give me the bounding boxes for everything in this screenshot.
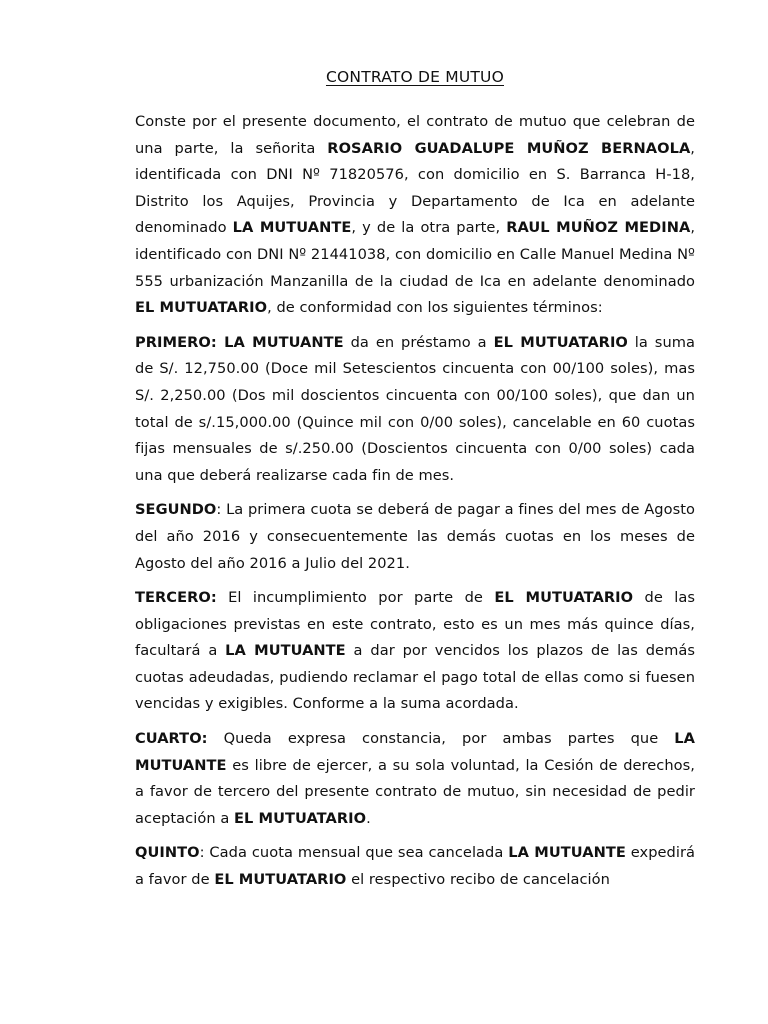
intro-party-mutuante-name: ROSARIO GUADALUPE MUÑOZ BERNAOLA [327,139,691,157]
clause-tercero-mutuatario: EL MUTUATARIO [494,589,634,607]
clause-tercero [135,585,695,718]
paragraph-gap [135,322,695,330]
clause-segundo-label: SEGUNDO [135,501,217,519]
clause-quinto-text-1: : Cada cuota mensual que sea cancelada [199,844,509,862]
clause-cuarto-text-1: Queda expresa constancia, por ambas partes que [207,730,675,748]
intro-text-4: , identificado con DNI Nº 21441038, con domicilio en Calle Manuel Medina Nº 555 urbanización Manzanilla de la ciudad de Ica en adelante denominado [135,219,696,290]
intro-text-5: , de conformidad con los siguientes términos: [267,299,603,317]
clause-quinto [135,840,695,893]
clause-tercero-label: TERCERO: [135,589,217,607]
clause-tercero-text-2: de las obligaciones previstas en este contrato, esto es un mes más quince días, facultará a [135,589,695,660]
intro-text-1: Conste por el presente documento, el contrato de mutuo que celebran de una parte, la señorita [135,113,695,157]
document-title: CONTRATO DE MUTUO [325,68,504,86]
clause-primero [135,330,695,490]
clause-quinto-text-3: el respectivo recibo de cancelación [346,871,610,889]
clause-primero-label: PRIMERO [135,333,211,351]
clause-primero-mutuante: LA MUTUANTE [224,333,344,351]
paragraph-gap [135,832,695,840]
clause-cuarto-mutuatario: EL MUTUATARIO [234,809,367,827]
clause-primero-colon: : [210,333,225,351]
intro-text-3: , y de la otra parte, [351,219,507,237]
intro-paragraph [135,109,695,322]
clause-cuarto [135,726,695,832]
clause-cuarto-label: CUARTO: [135,730,208,748]
clause-segundo [135,497,695,577]
clause-segundo-text: : La primera cuota se deberá de pagar a fines del mes de Agosto del año 2016 y consecuentemente las demás cuotas en los meses de Agosto del año 2016 a Julio del 2021. [135,501,695,572]
paragraph-gap [135,489,695,497]
clause-quinto-label: QUINTO [135,844,200,862]
clause-primero-text-1: da en préstamo a [343,333,494,351]
paragraph-gap [135,718,695,726]
clause-tercero-mutuante: LA MUTUANTE [225,642,346,660]
intro-mutuatario-term: EL MUTUATARIO [135,299,268,317]
clause-cuarto-mutuante: LA MUTUANTE [135,730,695,774]
clause-cuarto-text-2: es libre de ejercer, a su sola voluntad, la Cesión de derechos, a favor de tercero del presente contrato de mutuo, sin necesidad de pedir aceptación a [135,756,695,827]
clause-tercero-text-3: a dar por vencidos los plazos de las demás cuotas adeudadas, pudiendo reclamar el pago total de ellas como si fuesen vencidas y exigibles. Conforme a la suma acordada. [135,642,695,713]
intro-text-2: , identificada con DNI Nº 71820576, con domicilio en S. Barranca H-18, Distrito los Aquijes, Provincia y Departamento de Ica en adelante denominado [135,139,695,237]
document-body [135,109,695,894]
intro-mutuante-term: LA MUTUANTE [232,219,352,237]
clause-tercero-text-1: El incumplimiento por parte de [216,589,495,607]
clause-cuarto-text-3: . [366,809,371,827]
intro-party-mutuatario-name: RAUL MUÑOZ MEDINA [506,219,691,237]
clause-primero-text-2: la suma de S/. 12,750.00 (Doce mil Setescientos cincuenta con 00/100 soles), mas S/. 2,250.00 (Dos mil doscientos cincuenta con 00/100 soles), que dan un total de s/.15,000.00 (Quince mil con 0/00 soles), cancelable en 60 cuotas fijas mensuales de s/.250.00 (Doscientos cincuenta con 0/00 soles) cada una que deberá realizarse cada fin de mes. [135,333,696,484]
paragraph-gap [135,577,695,585]
clause-quinto-text-2: expedirá a favor de [135,844,696,889]
clause-primero-mutuatario: EL MUTUATARIO [493,333,628,351]
clause-quinto-mutuatario: EL MUTUATARIO [214,871,347,889]
clause-quinto-mutuante: LA MUTUANTE [508,844,626,862]
